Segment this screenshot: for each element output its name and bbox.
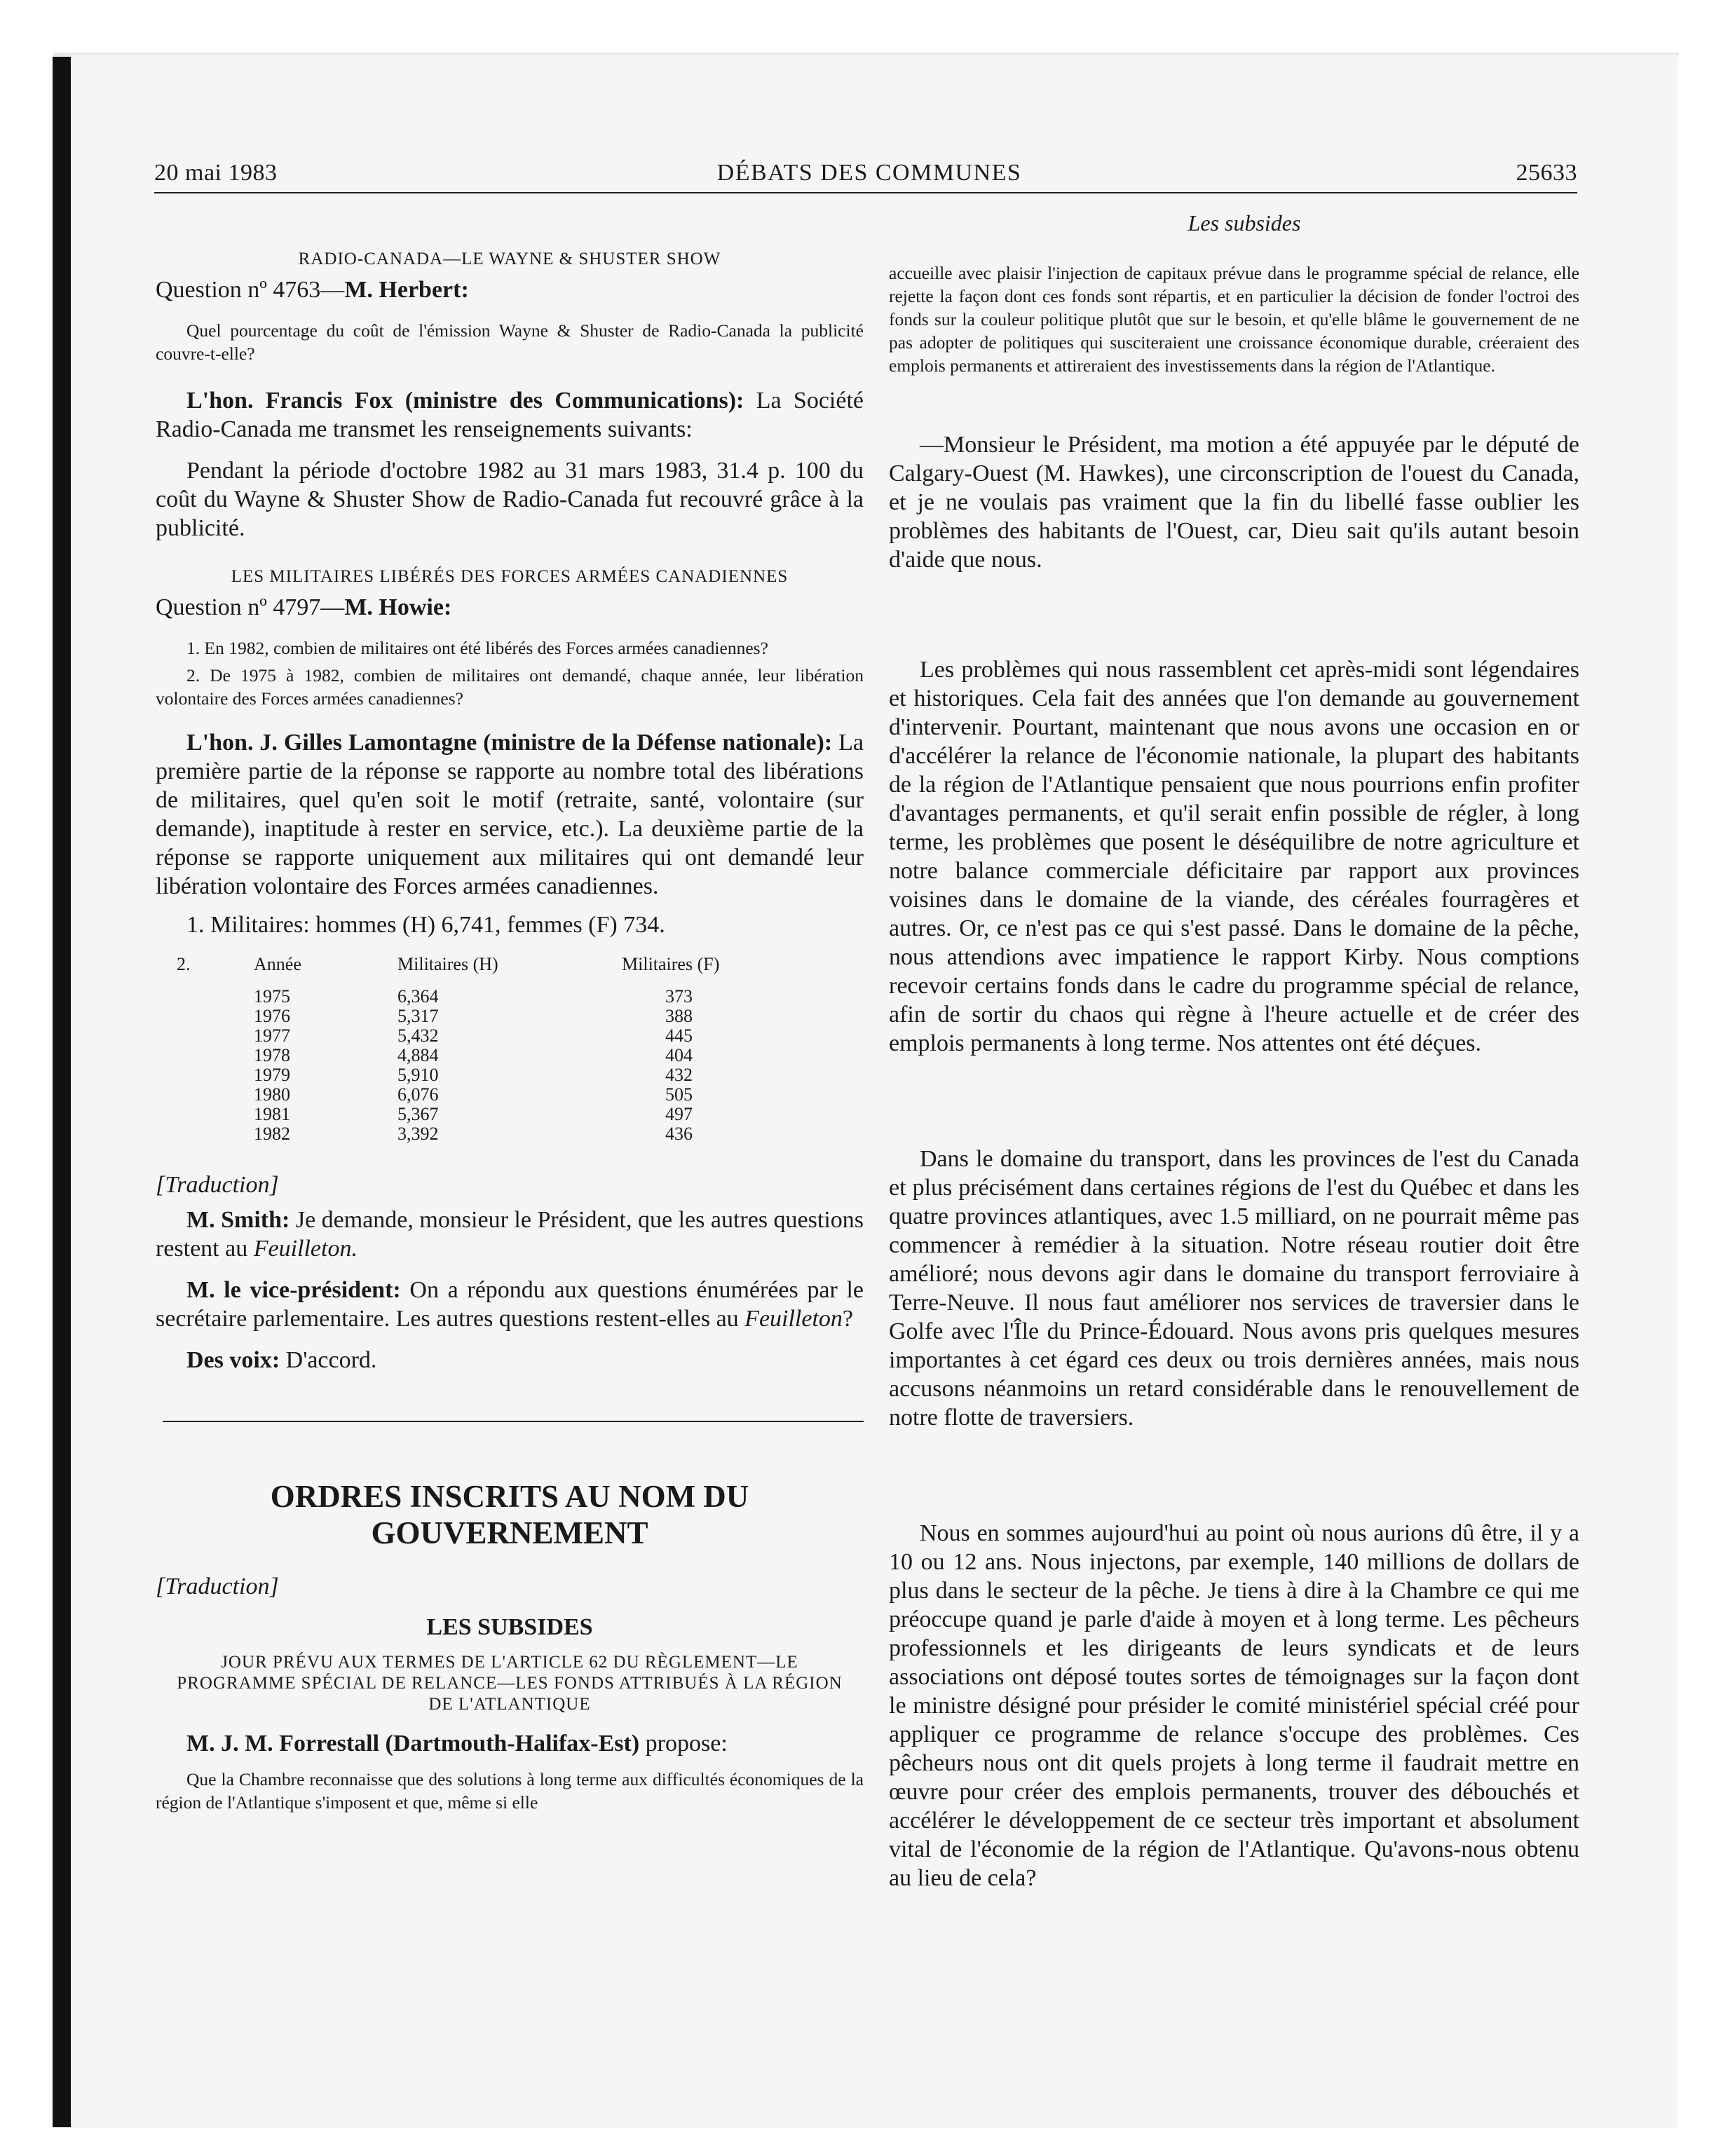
answer-paragraph: [156, 728, 864, 901]
table-row: [177, 1046, 719, 1065]
speech-text: Je demande, monsieur le Président, que les autres questions restent au: [156, 1207, 864, 1262]
table-cell: 6,364: [397, 986, 439, 1007]
table-cell: 432: [665, 1065, 693, 1085]
question-line: [156, 275, 864, 305]
header-date: 20 mai 1983: [154, 160, 278, 186]
table-label: 2.: [177, 954, 191, 974]
table-cell: 1975: [254, 986, 290, 1007]
speech-paragraph: [156, 1346, 864, 1374]
answer-detail: Pendant la période d'octobre 1982 au 31 mars 1983, 31.4 p. 100 du coût du Wayne & Shuster Show de Radio-Canada fut recouvré grâce à la publicité.: [156, 458, 864, 541]
running-title: Les subsides: [1188, 210, 1301, 236]
column-header: Année: [254, 954, 301, 974]
column-header: Militaires (H): [397, 954, 498, 974]
table-cell: 445: [665, 1025, 693, 1046]
table-cell: 505: [665, 1084, 693, 1105]
table-cell: 373: [665, 986, 693, 1007]
motion-text: Que la Chambre reconnaisse que des solutions à long terme aux difficultés économiques de la région de l'Atlantique s'imposent et que, même si elle: [156, 1769, 864, 1813]
left-column: [156, 249, 864, 1814]
speech-italic: Feuilleton.: [253, 1236, 358, 1262]
question-line: [156, 593, 864, 622]
translation-note: [Traduction]: [156, 1172, 279, 1198]
motion-intro: [156, 1729, 864, 1758]
table-cell: 404: [665, 1045, 693, 1065]
speech-paragraph: [156, 1276, 864, 1333]
answer-text: La première partie de la réponse se rapporte au nombre total des libérations de militaires, quel qu'en soit le motif (retraite, santé, volontaire (sur demande), inaptitude à rester en service, etc.). La deuxième partie de la réponse se rapporte uniquement aux militaires qui ont demandé leur libération volontaire des Forces armées canadiennes.: [156, 730, 864, 899]
table-row: [177, 1007, 719, 1026]
table-cell: 3,392: [397, 1124, 439, 1144]
question-number: Question nº 4763—: [156, 277, 345, 303]
question-asker: M. Howie:: [344, 594, 452, 620]
speech-italic: Feuilleton: [744, 1306, 843, 1332]
table-cell: 1982: [254, 1124, 290, 1144]
table-cell: 5,317: [397, 1006, 439, 1026]
table-row: [177, 1026, 719, 1046]
table-row: [177, 987, 719, 1007]
speaker-name: M. le vice-président:: [186, 1277, 401, 1303]
table-cell: 1976: [254, 1006, 290, 1026]
table-row: [177, 1124, 719, 1144]
table-cell: 5,910: [397, 1065, 439, 1085]
header-rule: [154, 192, 1577, 193]
answer-speaker: L'hon. J. Gilles Lamontagne (ministre de la Défense nationale):: [186, 730, 833, 756]
table-cell: 497: [665, 1104, 693, 1124]
table-cell: 1980: [254, 1084, 290, 1105]
speech-text: propose:: [639, 1731, 728, 1756]
table-row: [177, 1065, 719, 1085]
table-cell: 1977: [254, 1025, 290, 1046]
answer-speaker: L'hon. Francis Fox (ministre des Communications):: [186, 388, 744, 414]
column-header: Militaires (F): [622, 954, 720, 974]
speech-paragraph: Les problèmes qui nous rassemblent cet après-midi sont légendaires et historiques. Cela fait des années que l'on demande au gouvernement d'intervenir. Pourtant, maintenant que nous avons une occasion en or d'accélérer la relance de l'économie nationale, la plupart des habitants de la région de l'Atlantique pensaient que nous pourrions enfin profiter d'avantages permanents, et qu'il serait enfin possible de régler, à long terme, les problèmes que posent le déséquilibre de notre agriculture et notre balance commerciale déficitaire par rapport aux provinces voisines dans le domaine de la viande, des céréales fourragères et autres. Or, ce n'est pas ce qui s'est passé. Dans le domaine de la pêche, nous attendions avec impatience le rapport Kirby. Nous comptions recevoir certains fonds dans le cadre du programme spécial de relance, afin de sortir du chaos qui règne à l'heure actuelle et de créer des emplois permanents à long terme. Nos attentes ont été déçues.: [889, 657, 1579, 1056]
right-column: [889, 249, 1579, 1892]
speaker-name: M. J. M. Forrestall (Dartmouth-Halifax-Est): [186, 1731, 640, 1756]
table-row: [177, 1085, 719, 1105]
subsection-title: LES SUBSIDES: [426, 1614, 593, 1640]
table-header-row: [177, 955, 719, 974]
answer-text: La Société Radio-Canada me transmet les renseignements suivants:: [156, 388, 864, 442]
speech-paragraph: [156, 1206, 864, 1263]
table-row: [177, 1105, 719, 1124]
table-cell: 388: [665, 1006, 693, 1026]
question-number: Question nº 4797—: [156, 594, 345, 620]
question-text: Quel pourcentage du coût de l'émission Wayne & Shuster de Radio-Canada la publicité couvre-t-elle?: [156, 320, 864, 364]
header-title: DÉBATS DES COMMUNES: [716, 160, 1022, 186]
releases-table: [177, 955, 719, 1144]
table-cell: 4,884: [397, 1045, 439, 1065]
table-cell: 6,076: [397, 1084, 439, 1105]
speech-text: On a répondu aux questions énumérées par le secrétaire parlementaire. Les autres questions restent-elles au: [156, 1277, 864, 1332]
table-cell: 5,367: [397, 1104, 439, 1124]
question-item: 2. De 1975 à 1982, combien de militaires ont demandé, chaque année, leur libération volontaire des Forces armées canadiennes?: [156, 665, 864, 709]
translation-note: [Traduction]: [156, 1574, 279, 1599]
answer-paragraph: [156, 386, 864, 444]
table-cell: 1981: [254, 1104, 290, 1124]
speech-paragraph: —Monsieur le Président, ma motion a été appuyée par le député de Calgary-Ouest (M. Hawkes), une circonscription de l'ouest du Canada, et je ne voulais pas vraiment que la fin du libellé fasse oublier les problèmes des habitants de l'Ouest, car, Dieu sait qu'ils autant besoin d'aide que nous.: [889, 432, 1579, 573]
table-cell: 1979: [254, 1065, 290, 1085]
section-title: ORDRES INSCRITS AU NOM DU GOUVERNEMENT: [270, 1479, 749, 1550]
speech-text-end: ?: [842, 1306, 854, 1332]
speech-text: D'accord.: [280, 1347, 377, 1373]
answer-line: 1. Militaires: hommes (H) 6,741, femmes (F) 734.: [186, 912, 665, 938]
speaker-name: M. Smith:: [186, 1207, 290, 1233]
speech-paragraph: Nous en sommes aujourd'hui au point où nous aurions dû être, il y a 10 ou 12 ans. Nous injectons, par exemple, 140 millions de dollars de plus dans le secteur de la pêche. Je tiens à dire à la Chambre ce qui me préoccupe quand je parle d'aide à moyen et à long terme. Les pêcheurs professionnels et les dirigeants de leurs syndicats et de leurs associations ont déposé toutes sortes de témoignages sur la façon dont le ministre désigné pour présider le comité ministériel spécial créé pour appliquer ce programme de relance s'occupe des problèmes. Ces pêcheurs nous ont dit quels projets à long terme il faudrait mettre en œuvre pour créer des emplois permanents, trouver des débouchés et accélérer le développement de ce secteur très important et absolument vital de l'économie de la région de l'Atlantique. Qu'avons-nous obtenu au lieu de cela?: [889, 1520, 1579, 1891]
table-cell: 1978: [254, 1045, 290, 1065]
speech-paragraph: Dans le domaine du transport, dans les provinces de l'est du Canada et plus précisément dans certaines régions de l'est du Québec et dans les quatre provinces atlantiques, avec 1.5 milliard, on ne pourrait même pas commencer à remédier à la situation. Notre réseau routier doit être amélioré; nous devons agir dans le domaine du transport ferroviaire à Terre-Neuve. Il nous faut améliorer nos services de traversier dans le Golfe avec l'Île du Prince-Édouard. Nous avons pris quelques mesures importantes à cet égard ces deux ou trois dernières années, mais nous accusons néanmoins un retard considérable dans le renouvellement de notre flotte de traversiers.: [889, 1146, 1579, 1431]
question-heading: LES MILITAIRES LIBÉRÉS DES FORCES ARMÉES CANADIENNES: [231, 567, 789, 586]
scan-edge-shadow: [53, 53, 71, 2127]
section-divider: [163, 1421, 864, 1422]
speaker-name: Des voix:: [186, 1347, 280, 1373]
motion-text-continued: accueille avec plaisir l'injection de capitaux prévue dans le programme spécial de relance, elle rejette la façon dont ces fonds sont répartis, et en particulier la décision de fonder l'octroi des fonds sur la couleur politique plutôt que sur le besoin, et qu'elle blâme le gouvernement de ne pas adopter de politiques qui susciteraient une croissance économique durable, créeraient des emplois permanents et attireraient des investissements dans la région de l'Atlantique.: [889, 263, 1579, 376]
table-cell: 436: [665, 1124, 693, 1144]
subsection-subtitle: JOUR PRÉVU AUX TERMES DE L'ARTICLE 62 DU RÈGLEMENT—LE PROGRAMME SPÉCIAL DE RELANCE—LES FONDS ATTRIBUÉS À LA RÉGION DE L'ATLANTIQUE: [177, 1653, 843, 1714]
question-asker: M. Herbert:: [344, 277, 469, 303]
table-cell: 5,432: [397, 1025, 439, 1046]
question-item: 1. En 1982, combien de militaires ont été libérés des Forces armées canadiennes?: [186, 638, 768, 658]
question-heading: RADIO-CANADA—LE WAYNE & SHUSTER SHOW: [298, 250, 721, 268]
header-page-number: 25633: [1516, 160, 1577, 186]
